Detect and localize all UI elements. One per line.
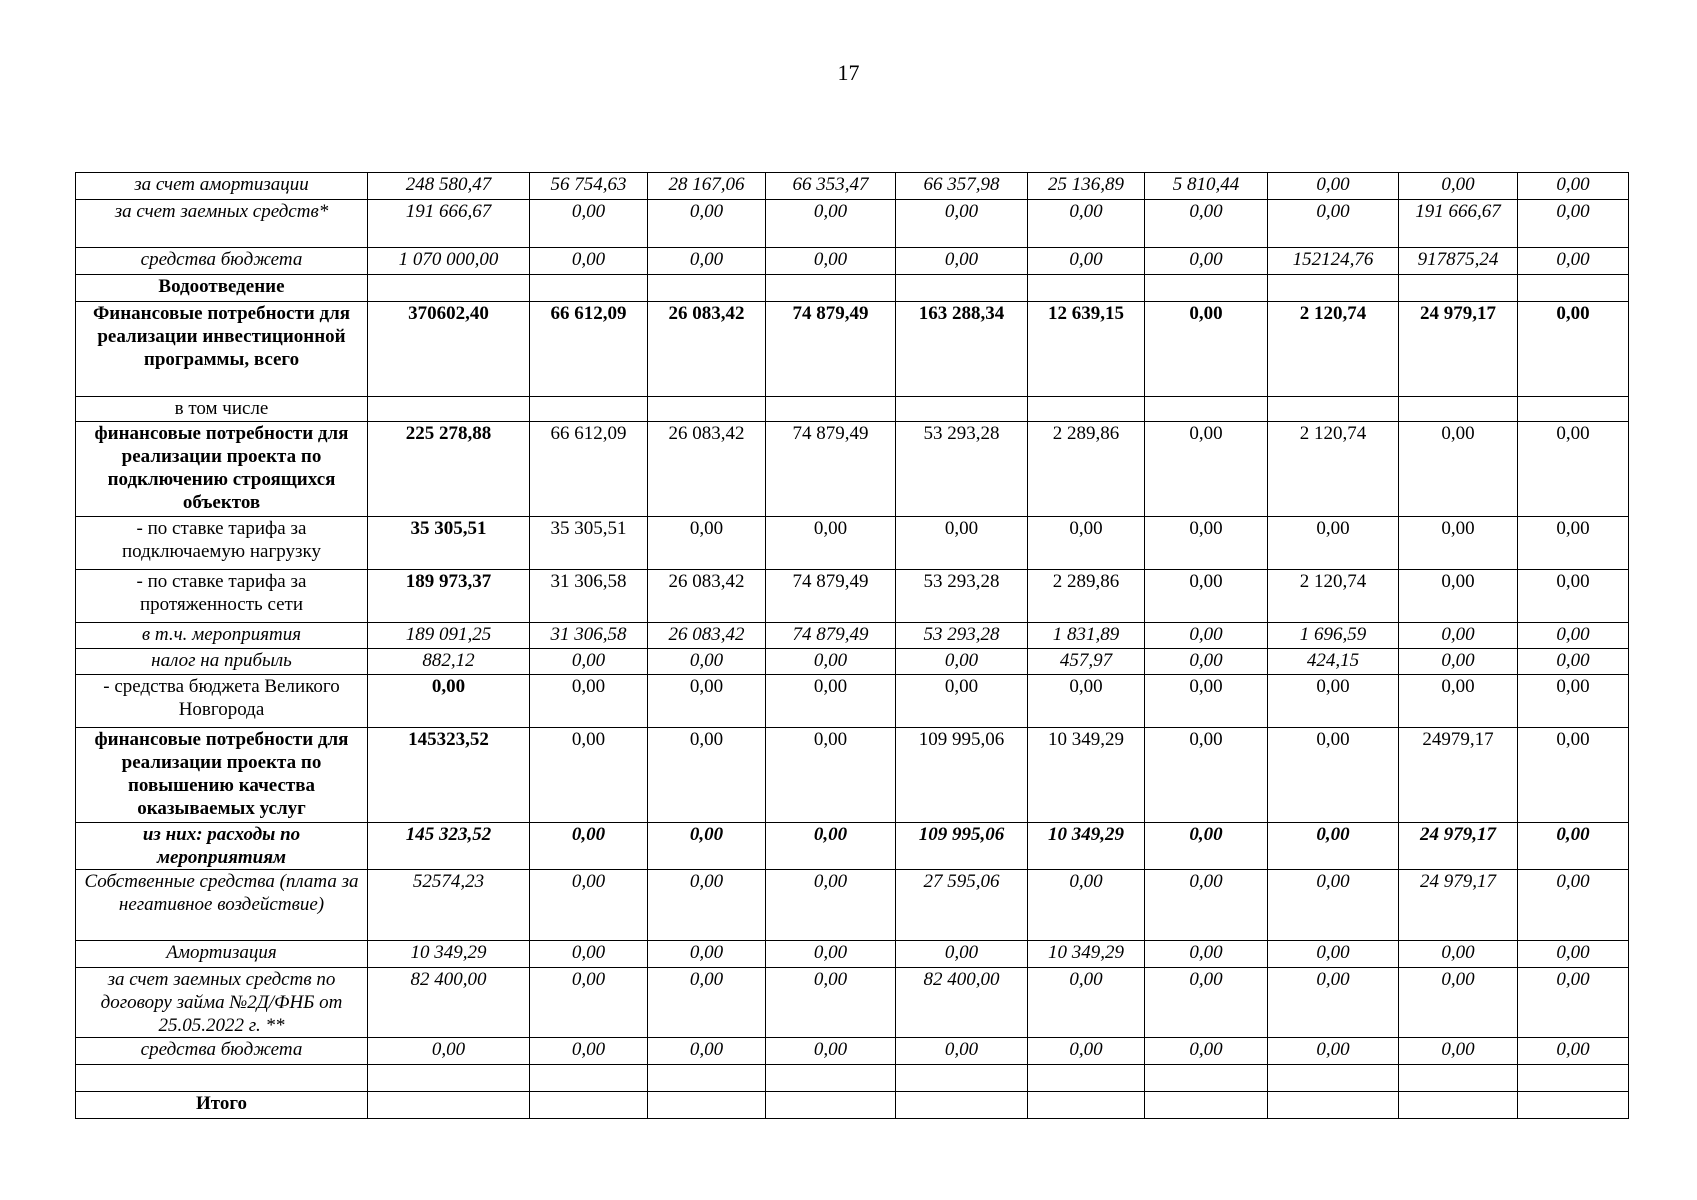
table-row [76, 823, 1629, 870]
row-label: финансовые потребности для реализации проекта по повышению качества оказываемых услуг [76, 728, 368, 823]
cell-value [1399, 397, 1518, 422]
cell-value [766, 1065, 896, 1092]
cell-value: 0,00 [1268, 517, 1399, 570]
cell-value [368, 1065, 530, 1092]
cell-value [896, 1092, 1028, 1119]
cell-value [1145, 1092, 1268, 1119]
cell-value [1268, 1092, 1399, 1119]
cell-value: 31 306,58 [530, 570, 648, 623]
cell-value: 0,00 [1145, 1038, 1268, 1065]
cell-value: 74 879,49 [766, 623, 896, 649]
cell-value: 882,12 [368, 649, 530, 675]
cell-value: 0,00 [1145, 623, 1268, 649]
cell-value: 82 400,00 [896, 968, 1028, 1038]
cell-value [1028, 275, 1145, 302]
cell-value: 1 070 000,00 [368, 248, 530, 275]
cell-value [1268, 1065, 1399, 1092]
table-row [76, 200, 1629, 248]
table-row [76, 728, 1629, 823]
cell-value: 0,00 [1268, 941, 1399, 968]
cell-value: 0,00 [1518, 248, 1629, 275]
row-label [76, 1065, 368, 1092]
cell-value: 35 305,51 [368, 517, 530, 570]
cell-value: 189 091,25 [368, 623, 530, 649]
cell-value: 0,00 [1145, 302, 1268, 397]
cell-value: 109 995,06 [896, 823, 1028, 870]
cell-value [530, 1092, 648, 1119]
cell-value: 0,00 [1145, 200, 1268, 248]
cell-value [896, 275, 1028, 302]
cell-value: 0,00 [1518, 941, 1629, 968]
cell-value: 0,00 [1518, 517, 1629, 570]
cell-value: 0,00 [766, 517, 896, 570]
row-label: Итого [76, 1092, 368, 1119]
cell-value: 2 120,74 [1268, 302, 1399, 397]
cell-value: 66 353,47 [766, 173, 896, 200]
cell-value: 0,00 [1145, 823, 1268, 870]
row-label: в том числе [76, 397, 368, 422]
cell-value: 0,00 [1028, 248, 1145, 275]
cell-value: 0,00 [530, 823, 648, 870]
row-label: финансовые потребности для реализации проекта по подключению строящихся объектов [76, 422, 368, 517]
cell-value [896, 1065, 1028, 1092]
cell-value [530, 275, 648, 302]
cell-value: 0,00 [766, 1038, 896, 1065]
cell-value [648, 275, 766, 302]
cell-value: 191 666,67 [1399, 200, 1518, 248]
cell-value: 0,00 [1518, 422, 1629, 517]
cell-value: 0,00 [896, 649, 1028, 675]
table-row [76, 968, 1629, 1038]
cell-value: 0,00 [766, 248, 896, 275]
cell-value: 0,00 [1145, 517, 1268, 570]
cell-value [1518, 275, 1629, 302]
cell-value: 0,00 [1399, 623, 1518, 649]
cell-value: 66 357,98 [896, 173, 1028, 200]
row-label: за счет заемных средств* [76, 200, 368, 248]
cell-value: 0,00 [896, 248, 1028, 275]
cell-value: 0,00 [530, 728, 648, 823]
cell-value: 31 306,58 [530, 623, 648, 649]
cell-value: 24 979,17 [1399, 823, 1518, 870]
cell-value [1028, 397, 1145, 422]
row-label: Собственные средства (плата за негативное воздействие) [76, 870, 368, 941]
cell-value: 0,00 [1518, 649, 1629, 675]
page-number: 17 [837, 60, 860, 85]
cell-value: 0,00 [1145, 728, 1268, 823]
cell-value: 0,00 [648, 248, 766, 275]
cell-value: 0,00 [1518, 173, 1629, 200]
cell-value: 0,00 [1518, 870, 1629, 941]
cell-value [368, 275, 530, 302]
cell-value: 0,00 [896, 1038, 1028, 1065]
cell-value: 0,00 [1518, 200, 1629, 248]
cell-value: 0,00 [1028, 200, 1145, 248]
cell-value: 0,00 [1399, 173, 1518, 200]
row-label: Амортизация [76, 941, 368, 968]
cell-value: 0,00 [1518, 675, 1629, 728]
cell-value: 0,00 [766, 200, 896, 248]
cell-value: 26 083,42 [648, 623, 766, 649]
cell-value: 24979,17 [1399, 728, 1518, 823]
cell-value: 82 400,00 [368, 968, 530, 1038]
cell-value: 0,00 [766, 823, 896, 870]
cell-value: 10 349,29 [1028, 941, 1145, 968]
table-row [76, 397, 1629, 422]
cell-value: 0,00 [648, 1038, 766, 1065]
cell-value: 12 639,15 [1028, 302, 1145, 397]
cell-value: 24 979,17 [1399, 870, 1518, 941]
cell-value: 0,00 [1028, 1038, 1145, 1065]
cell-value: 26 083,42 [648, 422, 766, 517]
cell-value: 0,00 [1268, 823, 1399, 870]
row-label: Финансовые потребности для реализации инвестиционной программы, всего [76, 302, 368, 397]
table-row [76, 302, 1629, 397]
cell-value: 248 580,47 [368, 173, 530, 200]
cell-value: 0,00 [530, 941, 648, 968]
cell-value: 191 666,67 [368, 200, 530, 248]
cell-value: 0,00 [896, 941, 1028, 968]
cell-value [530, 1065, 648, 1092]
cell-value: 0,00 [648, 517, 766, 570]
cell-value [1399, 275, 1518, 302]
cell-value: 370602,40 [368, 302, 530, 397]
cell-value: 0,00 [1145, 649, 1268, 675]
cell-value: 2 289,86 [1028, 422, 1145, 517]
cell-value: 53 293,28 [896, 623, 1028, 649]
row-label: средства бюджета [76, 1038, 368, 1065]
cell-value: 0,00 [1399, 570, 1518, 623]
table-row [76, 1038, 1629, 1065]
table-row [76, 517, 1629, 570]
cell-value: 0,00 [1518, 1038, 1629, 1065]
cell-value: 0,00 [1028, 517, 1145, 570]
row-label: налог на прибыль [76, 649, 368, 675]
cell-value: 0,00 [1518, 968, 1629, 1038]
cell-value: 0,00 [1399, 517, 1518, 570]
cell-value [766, 1092, 896, 1119]
row-label: - по ставке тарифа за подключаемую нагрузку [76, 517, 368, 570]
row-label: за счет заемных средств по договору займа №2Д/ФНБ от 25.05.2022 г. ** [76, 968, 368, 1038]
table-body [76, 173, 1629, 1119]
cell-value [648, 397, 766, 422]
cell-value [368, 397, 530, 422]
cell-value: 0,00 [368, 1038, 530, 1065]
table-row [76, 173, 1629, 200]
cell-value: 163 288,34 [896, 302, 1028, 397]
cell-value: 5 810,44 [1145, 173, 1268, 200]
cell-value: 66 612,09 [530, 302, 648, 397]
table-row [76, 649, 1629, 675]
cell-value: 0,00 [1399, 1038, 1518, 1065]
cell-value [1518, 1065, 1629, 1092]
cell-value: 109 995,06 [896, 728, 1028, 823]
cell-value: 0,00 [1268, 200, 1399, 248]
cell-value: 66 612,09 [530, 422, 648, 517]
cell-value: 0,00 [766, 870, 896, 941]
row-label: в т.ч. мероприятия [76, 623, 368, 649]
cell-value [1399, 1092, 1518, 1119]
row-label: средства бюджета [76, 248, 368, 275]
cell-value [896, 397, 1028, 422]
table-row [76, 248, 1629, 275]
cell-value: 26 083,42 [648, 570, 766, 623]
cell-value: 0,00 [1145, 248, 1268, 275]
row-label: за счет амортизации [76, 173, 368, 200]
table-row [76, 1065, 1629, 1092]
cell-value: 0,00 [530, 1038, 648, 1065]
cell-value: 0,00 [766, 968, 896, 1038]
table-row [76, 675, 1629, 728]
cell-value: 0,00 [896, 200, 1028, 248]
cell-value: 0,00 [648, 870, 766, 941]
cell-value: 74 879,49 [766, 422, 896, 517]
cell-value [1145, 275, 1268, 302]
cell-value: 0,00 [648, 823, 766, 870]
cell-value: 0,00 [648, 968, 766, 1038]
cell-value [530, 397, 648, 422]
cell-value [1268, 275, 1399, 302]
cell-value: 53 293,28 [896, 570, 1028, 623]
cell-value: 10 349,29 [1028, 728, 1145, 823]
cell-value: 0,00 [1518, 302, 1629, 397]
cell-value: 0,00 [1399, 675, 1518, 728]
cell-value: 457,97 [1028, 649, 1145, 675]
cell-value: 0,00 [1518, 728, 1629, 823]
cell-value: 0,00 [1399, 968, 1518, 1038]
cell-value: 0,00 [1399, 649, 1518, 675]
cell-value: 53 293,28 [896, 422, 1028, 517]
cell-value [1399, 1065, 1518, 1092]
cell-value: 10 349,29 [1028, 823, 1145, 870]
cell-value: 0,00 [648, 649, 766, 675]
cell-value: 0,00 [766, 649, 896, 675]
cell-value: 0,00 [896, 517, 1028, 570]
cell-value [1028, 1065, 1145, 1092]
cell-value: 74 879,49 [766, 570, 896, 623]
cell-value [648, 1065, 766, 1092]
cell-value: 189 973,37 [368, 570, 530, 623]
cell-value [1028, 1092, 1145, 1119]
table-row [76, 275, 1629, 302]
cell-value: 0,00 [766, 941, 896, 968]
cell-value: 0,00 [1145, 675, 1268, 728]
cell-value [1145, 1065, 1268, 1092]
cell-value: 0,00 [648, 675, 766, 728]
cell-value: 10 349,29 [368, 941, 530, 968]
cell-value [766, 397, 896, 422]
financial-table [75, 172, 1629, 1119]
cell-value: 0,00 [766, 728, 896, 823]
cell-value: 152124,76 [1268, 248, 1399, 275]
cell-value: 0,00 [1145, 941, 1268, 968]
cell-value: 0,00 [530, 870, 648, 941]
cell-value: 26 083,42 [648, 302, 766, 397]
cell-value: 0,00 [1268, 1038, 1399, 1065]
table-row [76, 941, 1629, 968]
cell-value: 0,00 [1145, 870, 1268, 941]
cell-value [1145, 397, 1268, 422]
cell-value: 0,00 [648, 728, 766, 823]
cell-value: 225 278,88 [368, 422, 530, 517]
cell-value: 0,00 [530, 248, 648, 275]
cell-value: 0,00 [1268, 728, 1399, 823]
cell-value: 27 595,06 [896, 870, 1028, 941]
cell-value: 0,00 [1399, 941, 1518, 968]
cell-value: 145323,52 [368, 728, 530, 823]
cell-value: 0,00 [1518, 823, 1629, 870]
cell-value: 0,00 [1145, 570, 1268, 623]
cell-value: 0,00 [368, 675, 530, 728]
cell-value: 0,00 [1145, 968, 1268, 1038]
table-row [76, 422, 1629, 517]
cell-value: 0,00 [1268, 173, 1399, 200]
cell-value: 0,00 [766, 675, 896, 728]
row-label: - по ставке тарифа за протяженность сети [76, 570, 368, 623]
row-label: из них: расходы по мероприятиям [76, 823, 368, 870]
cell-value: 0,00 [1268, 675, 1399, 728]
cell-value: 0,00 [1518, 570, 1629, 623]
row-label: Водоотведение [76, 275, 368, 302]
cell-value: 0,00 [1028, 870, 1145, 941]
cell-value: 25 136,89 [1028, 173, 1145, 200]
table-row [76, 870, 1629, 941]
cell-value: 0,00 [530, 675, 648, 728]
cell-value: 0,00 [530, 968, 648, 1038]
cell-value [368, 1092, 530, 1119]
cell-value: 0,00 [648, 200, 766, 248]
table-row [76, 570, 1629, 623]
cell-value: 1 831,89 [1028, 623, 1145, 649]
cell-value: 0,00 [1518, 623, 1629, 649]
cell-value: 56 754,63 [530, 173, 648, 200]
cell-value: 424,15 [1268, 649, 1399, 675]
cell-value: 52574,23 [368, 870, 530, 941]
cell-value: 2 120,74 [1268, 422, 1399, 517]
cell-value: 0,00 [1028, 968, 1145, 1038]
cell-value: 1 696,59 [1268, 623, 1399, 649]
cell-value [1518, 397, 1629, 422]
cell-value [1268, 397, 1399, 422]
cell-value: 0,00 [1145, 422, 1268, 517]
cell-value [766, 275, 896, 302]
cell-value: 2 289,86 [1028, 570, 1145, 623]
cell-value: 74 879,49 [766, 302, 896, 397]
cell-value: 145 323,52 [368, 823, 530, 870]
cell-value: 0,00 [530, 200, 648, 248]
cell-value: 0,00 [896, 675, 1028, 728]
cell-value: 35 305,51 [530, 517, 648, 570]
cell-value: 28 167,06 [648, 173, 766, 200]
cell-value: 917875,24 [1399, 248, 1518, 275]
table-row [76, 1092, 1629, 1119]
cell-value: 0,00 [1268, 968, 1399, 1038]
cell-value: 0,00 [1028, 675, 1145, 728]
cell-value [1518, 1092, 1629, 1119]
table-row [76, 623, 1629, 649]
cell-value: 0,00 [1268, 870, 1399, 941]
cell-value: 0,00 [1399, 422, 1518, 517]
cell-value: 0,00 [648, 941, 766, 968]
cell-value [648, 1092, 766, 1119]
cell-value: 24 979,17 [1399, 302, 1518, 397]
cell-value: 0,00 [530, 649, 648, 675]
row-label: - средства бюджета Великого Новгорода [76, 675, 368, 728]
cell-value: 2 120,74 [1268, 570, 1399, 623]
